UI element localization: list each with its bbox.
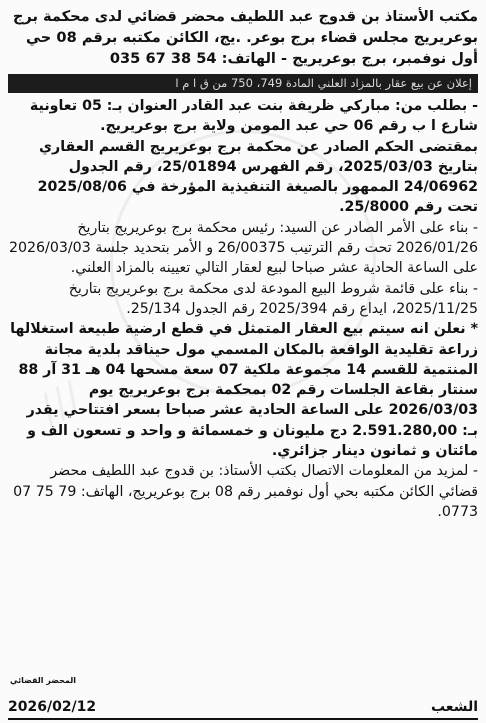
notice-header [8,6,478,69]
newspaper-footer [8,695,478,719]
requester-paragraph: - بطلب من: مباركي ظريفة بنت عبد القادر العنوان بـ: 05 تعاونية شارع ا ب رقم 06 حي عبد المومن ولاية برج بوعريريج. [29,98,478,135]
header-line-1: مكتب الأستاذ بن قدوج عبد اللطيف محضر قضائي لدى محكمة برج [12,8,478,25]
sale-announcement-paragraph: * نعلن انه سيتم بيع العقار المتمثل في قطع ارضية طبيعة استغلالها زراعة تقليدية الواقعة بالمكان المسمي مول حيناقد بلدية مجانة المنتمية للقسم 14 مجموعة ملكية 07 سعة مسحها 04 هـ 31 آر 88 سنتار بقاعة الجلسات رقم 02 بمحكمة برج بوعريريج يوم 2026/03/03 على الساعة الحادية عشر صباحا بسعر افتتاحي يقدر بـ: 2.591.280,00 دج مليونان و خمسمائة و واحد و تسعون الف و مائتان و ثمانون دينار جزائري. [10,321,478,460]
watermark-text: /// [31,373,89,433]
order-paragraph: - بناء على الأمر الصادر عن السيد: رئيس محكمة برج بوعريريج بتاريخ 2026/01/26 تحت رقم الترتيب 26/00375 و الأمر بتحديد جلسة 2026/03/03 على الساعة الحادية عشر صباحا لبيع لعقار التالي تعيينه بالمزاد العلني. [8,219,478,277]
newspaper-name: الشعب [430,699,478,715]
conditions-paragraph: - بناء على قائمة شروط البيع المودعة لدى محكمة برج بوعريريج بتاريخ 2025/11/25، ايداع رقم 2025/394 رقم الجدول 25/134. [68,280,478,317]
header-line-3: أول نوفمبر، برج بوعريريج - الهاتف: 54 38 67 035 [109,50,478,67]
notice-title-banner: إعلان عن بيع عقار بالمزاد العلني المادة 749، 750 من ق ا م ا [8,74,478,93]
footer-rule [8,718,478,720]
publication-date: 2026/02/12 [8,699,97,715]
header-line-2: بوعريريج مجلس قضاء برج بوعر. .يج، الكائن مكتبه برقم 08 حي [26,29,478,46]
judgment-paragraph: بمقتضى الحكم الصادر عن محكمة برج بوعريريج القسم العقاري بتاريخ 2025/03/03، رقم الفهرس 25/01894، رقم الجدول 24/06962 الممهور بالصيغة التنفيذية المؤرخة في 2025/08/06 تحت رقم 25/8000. [37,138,478,216]
bailiff-signature-label: المحضر القضائي [10,676,77,685]
contact-paragraph: - لمزيد من المعلومات الاتصال بكتب الأستاذ: بن قدوج عبد اللطيف محضر قضائي الكائن مكتبه بحي أول نوفمبر رقم 08 برج بوعريريج، الهاتف: 79 75 07 0773. [13,463,478,520]
